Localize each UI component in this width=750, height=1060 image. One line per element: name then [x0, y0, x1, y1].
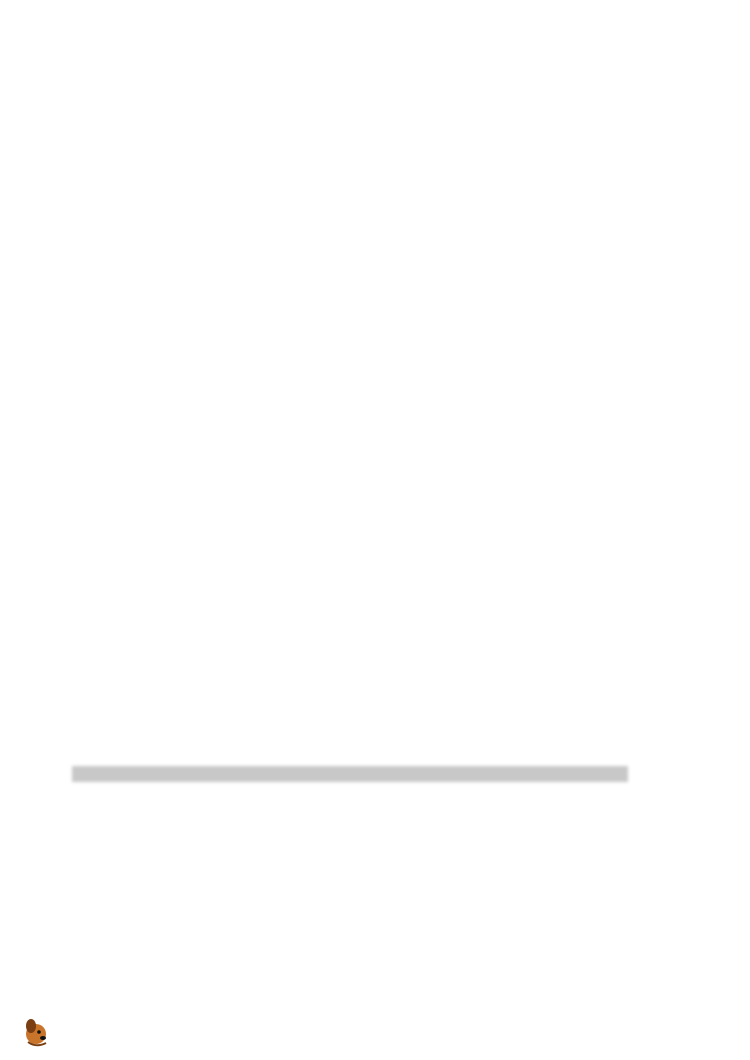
section-shade [72, 766, 628, 782]
table-row [0, 939, 750, 955]
dog-icon [26, 1019, 46, 1045]
table-row [0, 782, 750, 798]
unidog-logo [22, 1012, 152, 1050]
table-row [0, 892, 750, 908]
